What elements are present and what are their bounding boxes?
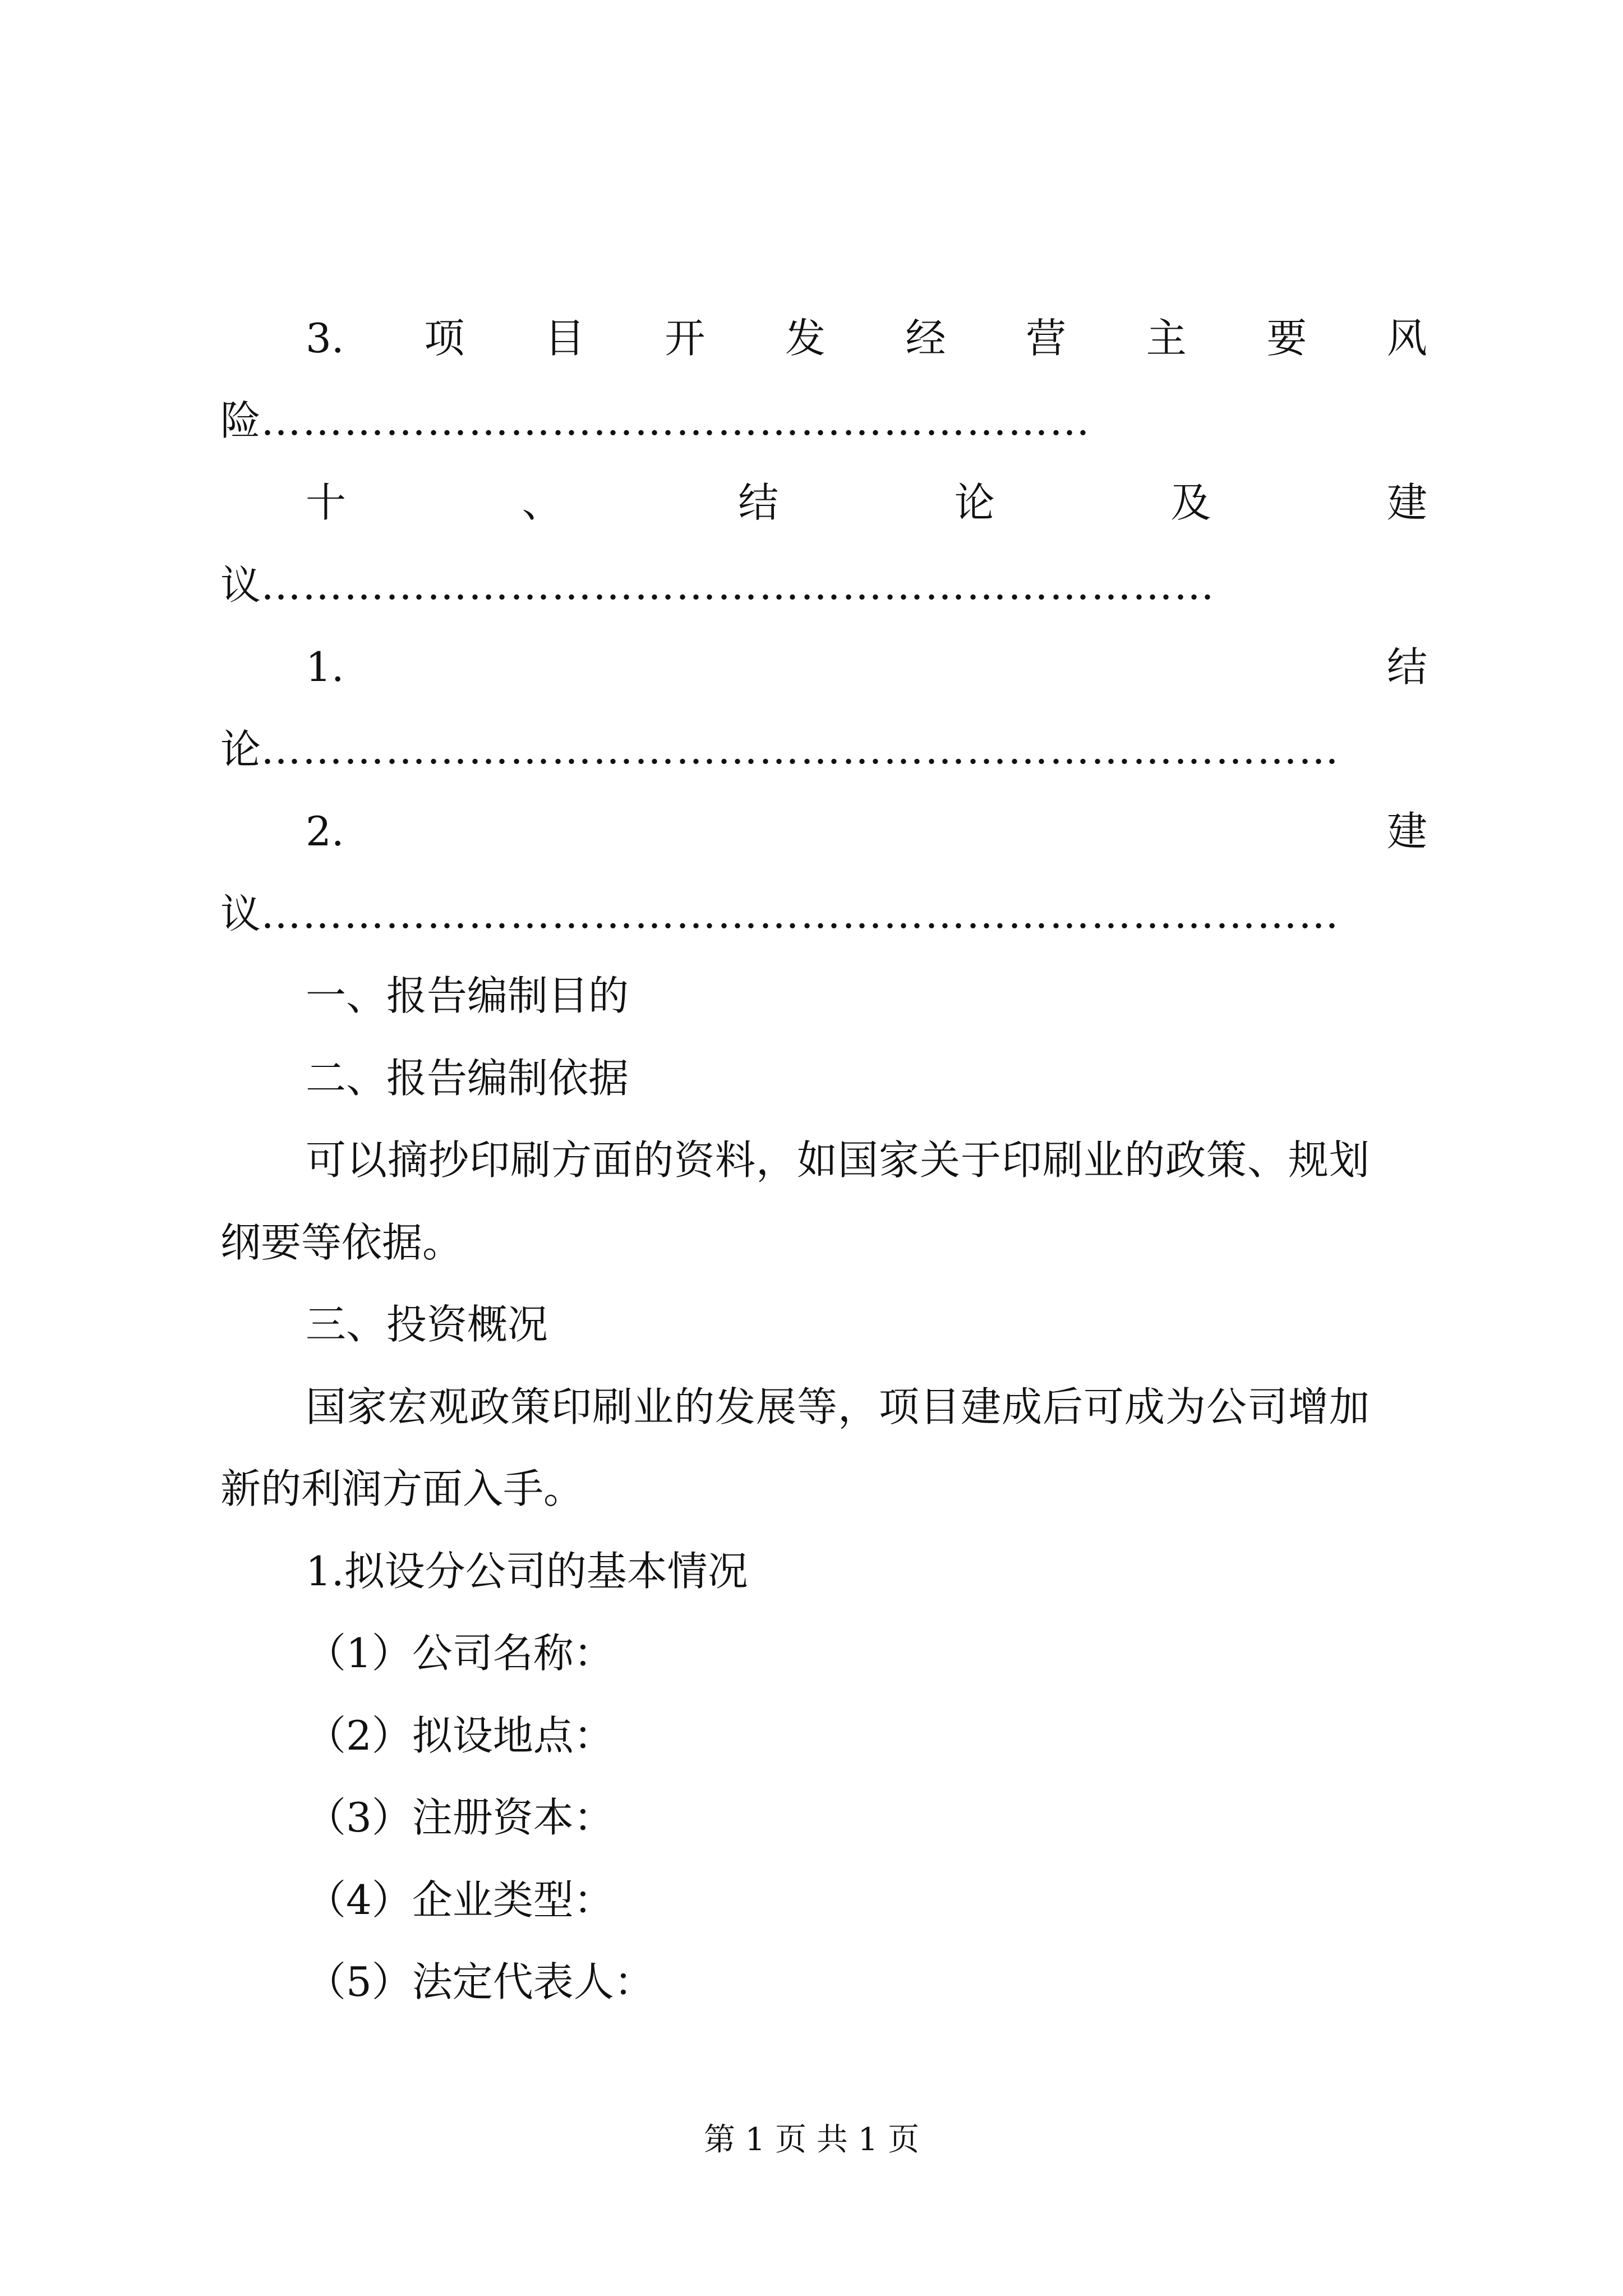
toc-c2-char: 建 [1386,808,1427,855]
toc-c2-dots: …………………………………………………………………… [261,890,1340,937]
toc-c1-leader [220,721,1426,777]
toc-c1-heading [306,639,1427,695]
toc-c2-heading [306,803,1427,859]
list-item-registered-capital: （3）注册资本： [306,1794,614,1841]
toc-c1-dots: …………………………………………………………………… [261,726,1340,773]
toc-risk-char: 发 [785,315,826,362]
section-heading-purpose: 一、报告编制目的 [306,972,629,1019]
toc-ten-char: 论 [954,479,995,526]
toc-risk-char: 要 [1266,315,1307,362]
toc-ten-char: 建 [1386,479,1427,526]
toc-risk-number: 3. [306,315,344,362]
toc-risk-leader [220,393,1426,449]
list-item-enterprise-type: （4）企业类型： [306,1876,614,1924]
toc-ten-heading [306,475,1427,531]
list-item-company-name: （1）公司名称： [306,1630,614,1677]
paragraph-basis-line2: 纲要等依据。 [220,1219,463,1266]
toc-ten-char: 结 [738,479,779,526]
paragraph-investment-line2: 新的利润方面入手。 [220,1465,584,1512]
paragraph-basis-line1: 可以摘抄印刷方面的资料，如国家关于印刷业的政策、规划 [306,1137,1371,1184]
toc-risk-dots: …………………………………………………… [261,397,1091,444]
page-footer: 第 1 页 共 1 页 [703,2122,920,2158]
toc-ten-dots: …………………………………………………………… [261,562,1216,609]
subsection-heading-branch: 1.拟设分公司的基本情况 [306,1548,748,1595]
list-item-legal-representative: （5）法定代表人： [306,1958,654,2005]
toc-ten-tail: 议 [220,562,261,609]
toc-c2-number: 2. [306,808,344,855]
toc-c1-char: 结 [1386,643,1427,691]
section-heading-investment: 三、投资概况 [306,1301,548,1348]
toc-risk-heading [306,310,1427,366]
list-item-location: （2）拟设地点： [306,1712,614,1759]
toc-c2-tail: 议 [220,890,261,937]
toc-risk-char: 营 [1026,315,1067,362]
toc-risk-char: 经 [905,315,946,362]
toc-c1-number: 1. [306,643,344,691]
toc-risk-tail: 险 [220,397,261,444]
paragraph-investment-line1: 国家宏观政策印刷业的发展等，项目建成后可成为公司增加 [306,1383,1371,1430]
toc-risk-char: 主 [1146,315,1187,362]
toc-ten-char: 及 [1170,479,1211,526]
toc-risk-char: 目 [544,315,585,362]
toc-ten-char: 十 [306,479,347,526]
toc-risk-char: 开 [665,315,706,362]
toc-c1-tail: 论 [220,726,261,773]
toc-ten-leader [220,557,1426,613]
toc-risk-char: 项 [424,315,465,362]
toc-c2-leader [220,886,1426,942]
toc-ten-char: 、 [522,479,562,526]
section-heading-basis: 二、报告编制依据 [306,1055,629,1102]
toc-risk-char: 风 [1386,315,1427,362]
